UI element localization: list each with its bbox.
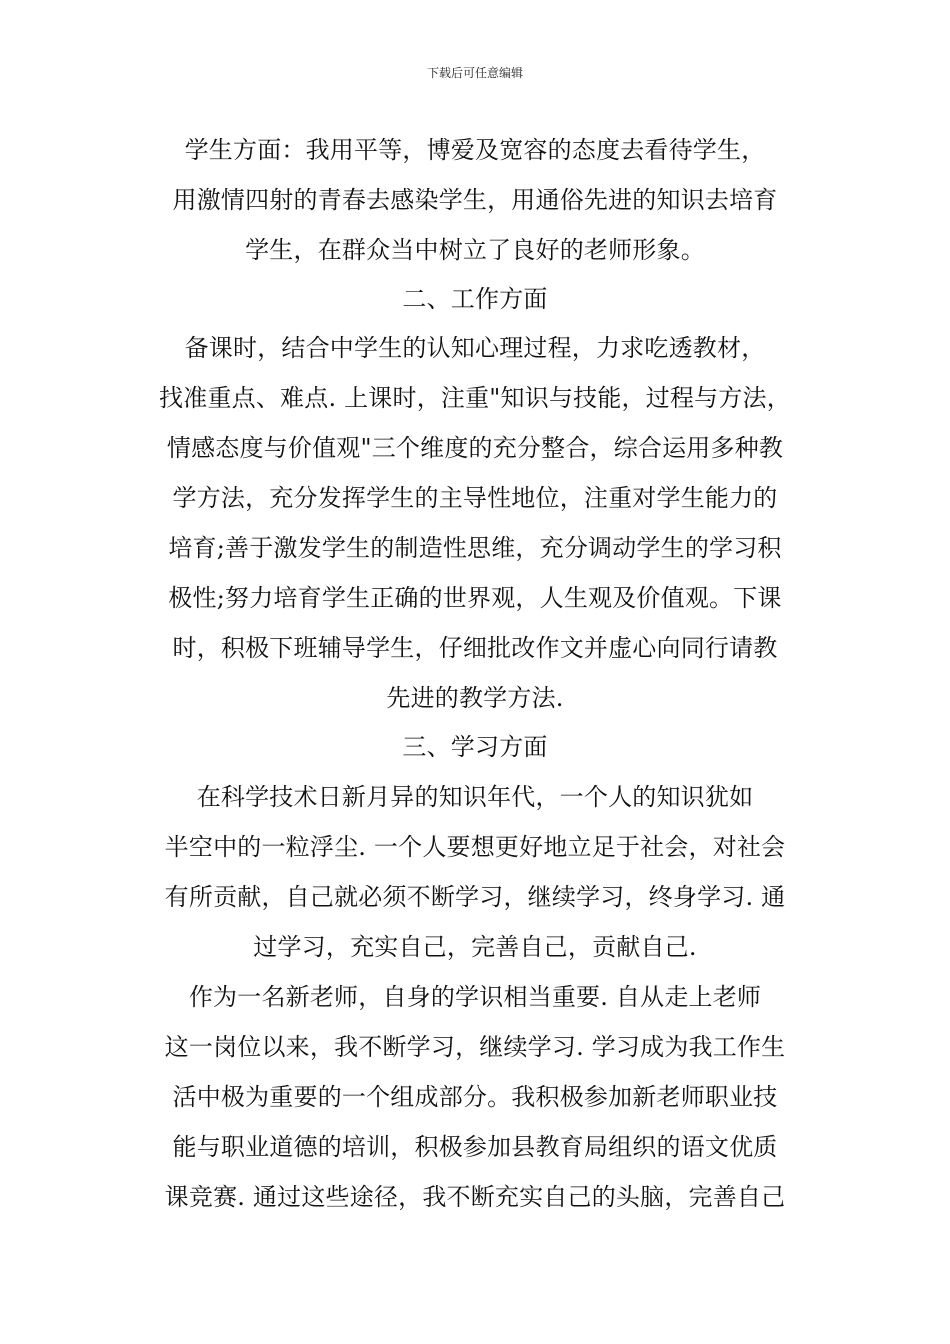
page-header-note: 下载后可任意编辑 xyxy=(426,66,523,80)
body-line: 学生方面：我用平等，博爱及宽容的态度去看待学生， xyxy=(184,136,766,164)
section-heading-work: 二、工作方面 xyxy=(402,285,548,313)
section-heading-study: 三、学习方面 xyxy=(402,733,548,761)
body-line: 学生，在群众当中树立了良好的老师形象。 xyxy=(245,236,705,264)
body-line: 用激情四射的青春去感染学生，用通俗先进的知识去培育 xyxy=(172,186,778,214)
body-line: 培育;善于激发学生的制造性思维，充分调动学生的学习积 xyxy=(168,534,782,562)
body-line: 极性;努力培育学生正确的世界观，人生观及价值观。下课 xyxy=(168,584,782,612)
body-line: 课竞赛. 通过这些途径，我不断充实自己的头脑，完善自己 xyxy=(164,1183,786,1211)
body-line: 找准重点、难点. 上课时，注重"知识与技能，过程与方法， xyxy=(159,384,791,412)
body-line: 这一岗位以来，我不断学习，继续学习. 学习成为我工作生 xyxy=(164,1033,786,1061)
body-line: 能与职业道德的培训，积极参加县教育局组织的语文优质 xyxy=(172,1133,778,1161)
body-line: 有所贡献，自己就必须不断学习，继续学习，终身学习. 通 xyxy=(164,883,786,911)
body-line: 在科学技术日新月异的知识年代，一个人的知识犹如 xyxy=(196,783,754,811)
body-line: 活中极为重要的一个组成部分。我积极参加新老师职业技 xyxy=(172,1083,778,1111)
body-line: 情感态度与价值观"三个维度的充分整合，综合运用多种教 xyxy=(166,434,784,462)
body-line: 先进的教学方法. xyxy=(386,684,564,712)
body-line: 半空中的一粒浮尘. 一个人要想更好地立足于社会，对社会 xyxy=(164,833,786,861)
body-line: 备课时，结合中学生的认知心理过程，力求吃透教材， xyxy=(184,334,766,362)
body-line: 过学习，充实自己，完善自己，贡献自己. xyxy=(253,933,697,961)
body-line: 时，积极下班辅导学生，仔细批改作文并虚心向同行请教 xyxy=(172,634,778,662)
body-line: 学方法，充分发挥学生的主导性地位，注重对学生能力的 xyxy=(172,484,778,512)
body-line: 作为一名新老师，自身的学识相当重要. 自从走上老师 xyxy=(188,983,762,1011)
